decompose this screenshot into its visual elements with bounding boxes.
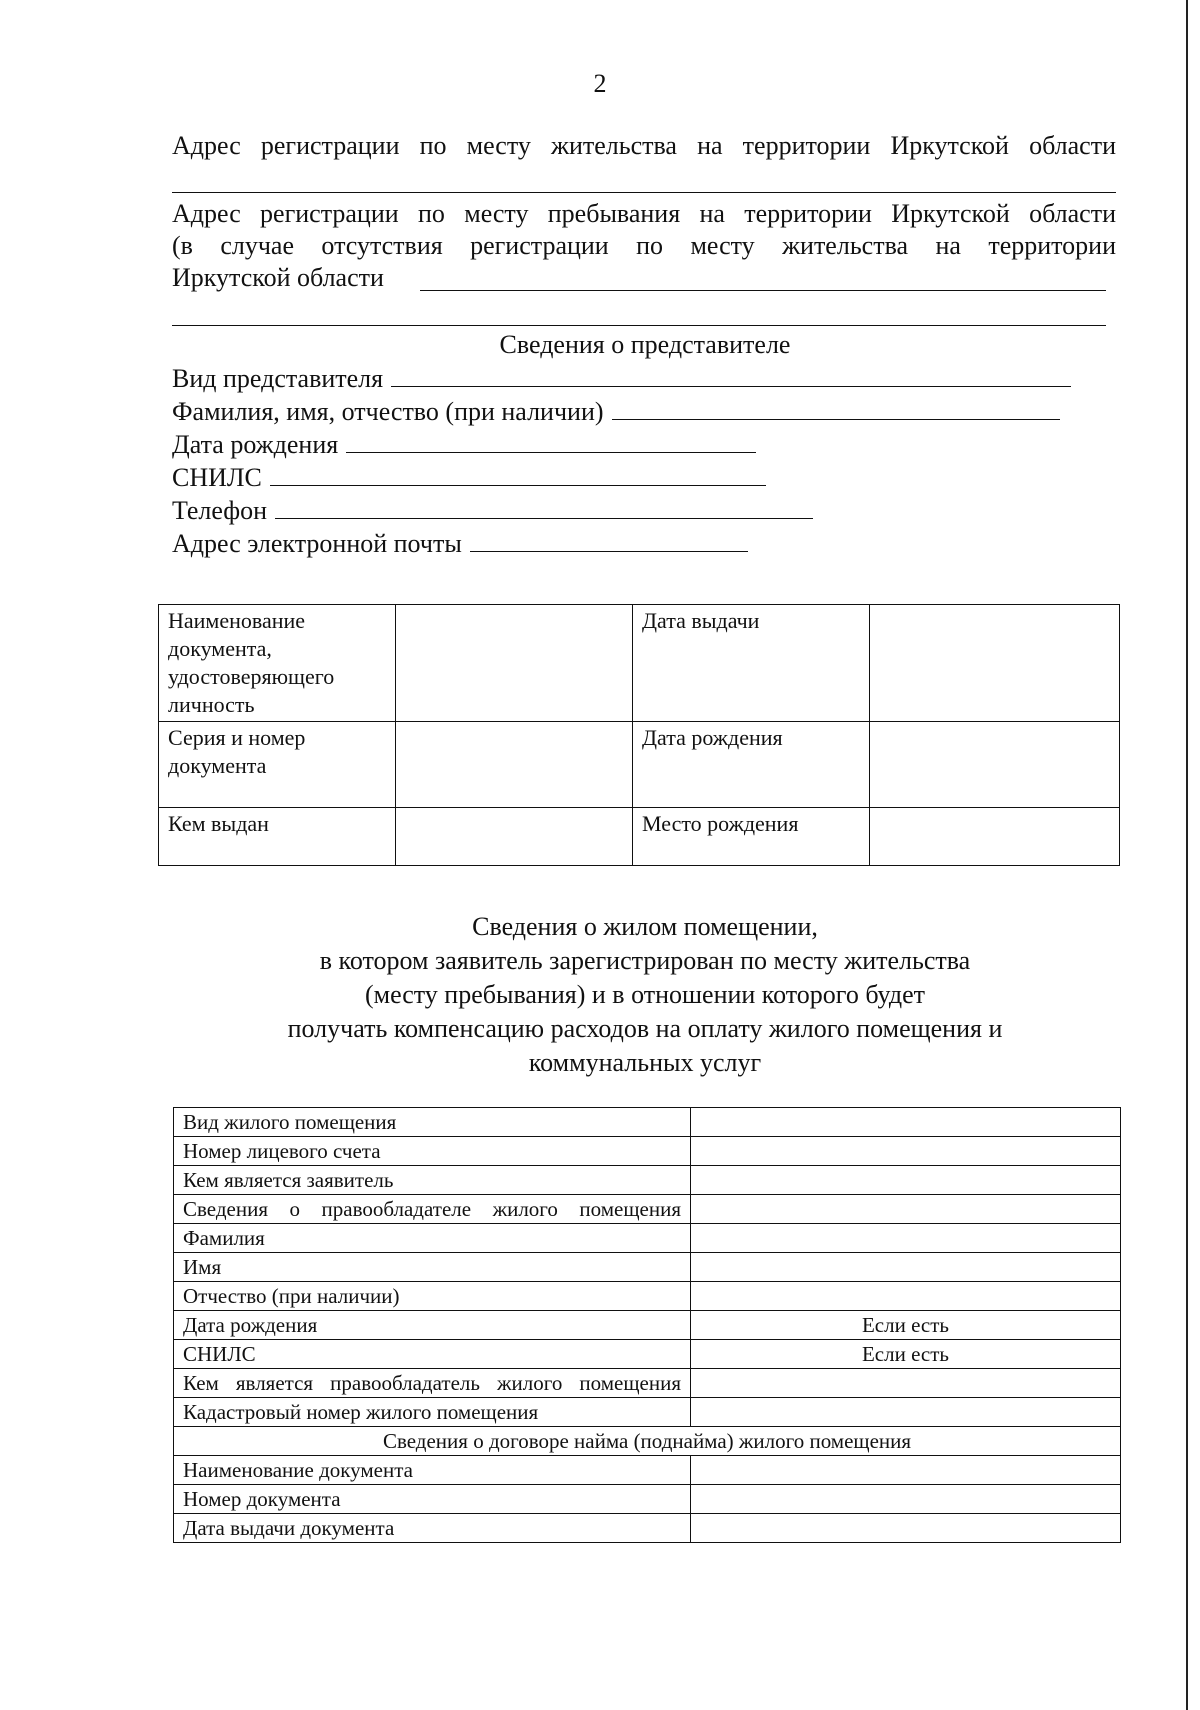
account-number-value[interactable] <box>691 1137 1121 1166</box>
table-row <box>159 605 1120 722</box>
table-row <box>159 808 1120 866</box>
representative-email-label: Адрес электронной почты <box>172 529 462 558</box>
stay-address-field-2[interactable] <box>172 325 1106 326</box>
doc-name-value[interactable] <box>396 605 633 722</box>
table-row <box>174 1166 1121 1195</box>
doc-name-label: Наименование документа, удостоверяющего личность <box>159 605 396 722</box>
birth-place-value[interactable] <box>870 808 1120 866</box>
housing-heading-line: (месту пребывания) и в отношении которого будет <box>364 980 926 1009</box>
birth-date-label: Дата рождения <box>633 722 870 808</box>
owner-surname-label: Фамилия <box>174 1224 691 1253</box>
stay-address-label: Адрес регистрации по месту пребывания на территории Иркутской области (в случае отсутствия регистрации по месту жительства на территории Иркутской области <box>172 199 1116 292</box>
page-edge-rule <box>1186 0 1188 1710</box>
housing-heading <box>0 910 1200 1080</box>
residence-address-field[interactable] <box>172 192 1116 193</box>
applicant-role-label: Кем является заявитель <box>174 1166 691 1195</box>
table-row <box>174 1427 1121 1456</box>
representative-phone-row <box>172 494 813 527</box>
applicant-role-value[interactable] <box>691 1166 1121 1195</box>
representative-email-row <box>172 527 748 560</box>
owner-name-value[interactable] <box>691 1253 1121 1282</box>
table-row <box>174 1137 1121 1166</box>
housing-heading-line: коммунальных услуг <box>528 1048 762 1077</box>
cadastral-number-value[interactable] <box>691 1398 1121 1427</box>
contract-heading: Сведения о договоре найма (поднайма) жилого помещения <box>174 1427 1121 1456</box>
contract-issue-date-label: Дата выдачи документа <box>174 1514 691 1543</box>
table-row <box>159 722 1120 808</box>
table-row <box>174 1456 1121 1485</box>
owner-patronymic-value[interactable] <box>691 1282 1121 1311</box>
housing-heading-line: получать компенсацию расходов на оплату жилого помещения и <box>287 1014 1003 1043</box>
representative-snils-label: СНИЛС <box>172 463 262 492</box>
representative-snils-field[interactable] <box>270 461 766 486</box>
representative-birthdate-row <box>172 428 756 461</box>
birth-place-label: Место рождения <box>633 808 870 866</box>
table-row <box>174 1485 1121 1514</box>
owner-birthdate-label: Дата рождения <box>174 1311 691 1340</box>
representative-type-field[interactable] <box>391 362 1071 387</box>
contract-issue-date-value[interactable] <box>691 1514 1121 1543</box>
owner-role-label: Кем является правообладатель жилого помещения <box>174 1369 691 1398</box>
owner-snils-label: СНИЛС <box>174 1340 691 1369</box>
owner-info-label: Сведения о правообладателе жилого помещения <box>174 1195 691 1224</box>
owner-birthdate-value[interactable]: Если есть <box>691 1311 1121 1340</box>
housing-heading-line: Сведения о жилом помещении, <box>472 912 818 941</box>
owner-info-value[interactable] <box>691 1195 1121 1224</box>
account-number-label: Номер лицевого счета <box>174 1137 691 1166</box>
contract-doc-name-label: Наименование документа <box>174 1456 691 1485</box>
table-row <box>174 1340 1121 1369</box>
birth-date-value[interactable] <box>870 722 1120 808</box>
representative-type-row <box>172 362 1071 395</box>
contract-doc-number-value[interactable] <box>691 1485 1121 1514</box>
page-number: 2 <box>593 69 607 98</box>
owner-role-value[interactable] <box>691 1369 1121 1398</box>
table-row <box>174 1108 1121 1137</box>
cadastral-number-label: Кадастровый номер жилого помещения <box>174 1398 691 1427</box>
series-number-label: Серия и номер документа <box>159 722 396 808</box>
issue-date-label: Дата выдачи <box>633 605 870 722</box>
representative-email-field[interactable] <box>470 527 748 552</box>
representative-heading: Сведения о представителе <box>499 330 791 359</box>
representative-snils-row <box>172 461 766 494</box>
table-row <box>174 1369 1121 1398</box>
contract-doc-number-label: Номер документа <box>174 1485 691 1514</box>
stay-address-field[interactable] <box>420 290 1106 291</box>
table-row <box>174 1311 1121 1340</box>
housing-heading-line: в котором заявитель зарегистрирован по месту жительства <box>319 946 971 975</box>
representative-phone-field[interactable] <box>275 494 813 519</box>
table-row <box>174 1224 1121 1253</box>
representative-fio-row <box>172 395 1060 428</box>
table-row <box>174 1195 1121 1224</box>
housing-table <box>173 1107 1121 1543</box>
table-row <box>174 1282 1121 1311</box>
series-number-value[interactable] <box>396 722 633 808</box>
representative-birthdate-field[interactable] <box>346 428 756 453</box>
representative-fio-field[interactable] <box>612 395 1060 420</box>
table-row <box>174 1253 1121 1282</box>
table-row <box>174 1398 1121 1427</box>
owner-patronymic-label: Отчество (при наличии) <box>174 1282 691 1311</box>
issued-by-value[interactable] <box>396 808 633 866</box>
owner-name-label: Имя <box>174 1253 691 1282</box>
representative-type-label: Вид представителя <box>172 364 384 393</box>
residence-address-label: Адрес регистрации по месту жительства на территории Иркутской области <box>172 131 1116 160</box>
identity-document-table <box>158 604 1120 866</box>
housing-type-value[interactable] <box>691 1108 1121 1137</box>
issued-by-label: Кем выдан <box>159 808 396 866</box>
owner-snils-value[interactable]: Если есть <box>691 1340 1121 1369</box>
issue-date-value[interactable] <box>870 605 1120 722</box>
representative-fio-label: Фамилия, имя, отчество (при наличии) <box>172 397 604 426</box>
contract-doc-name-value[interactable] <box>691 1456 1121 1485</box>
housing-type-label: Вид жилого помещения <box>174 1108 691 1137</box>
table-row <box>174 1514 1121 1543</box>
representative-birthdate-label: Дата рождения <box>172 430 339 459</box>
representative-phone-label: Телефон <box>172 496 268 525</box>
owner-surname-value[interactable] <box>691 1224 1121 1253</box>
